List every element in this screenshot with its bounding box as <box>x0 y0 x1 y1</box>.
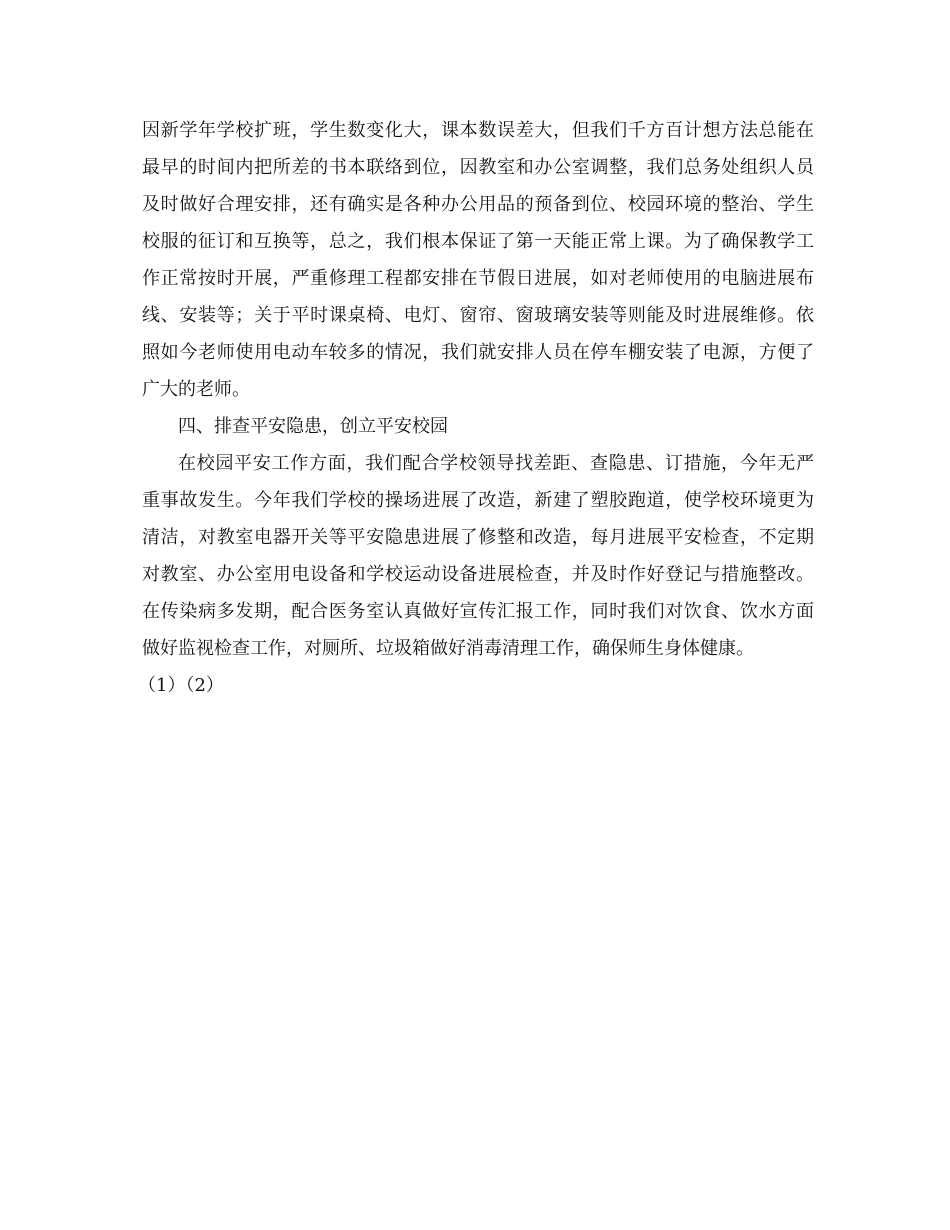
text-line: 校服的征订和互换等，总之，我们根本保证了第一天能正常上课。为了确保教学工 <box>142 231 814 252</box>
text-line: 做好监视检查工作，对厕所、垃圾箱做好消毒清理工作，确保师生身体健康。 <box>142 638 754 659</box>
text-line: 及时做好合理安排，还有确实是各种办公用品的预备到位、校园环境的整治、学生 <box>142 194 814 215</box>
text-line: 作正常按时开展，严重修理工程都安排在节假日进展，如对老师使用的电脑进展布 <box>142 268 814 289</box>
text-line: 重事故发生。今年我们学校的操场进展了改造，新建了塑胶跑道，使学校环境更为 <box>142 490 814 511</box>
paragraph-logistics <box>142 112 814 408</box>
text-line: 线、安装等；关于平时课桌椅、电灯、窗帘、窗玻璃安装等则能及时进展维修。依 <box>142 305 814 326</box>
text-line: 因新学年学校扩班，学生数变化大，课本数误差大，但我们千方百计想方法总能在 <box>142 120 814 141</box>
text-line: 在校园平安工作方面，我们配合学校领导找差距、查隐患、订措施，今年无严 <box>178 453 814 474</box>
document-body <box>138 112 814 704</box>
text-line: 广大的老师。 <box>142 379 250 400</box>
reference-markers: （1）（2） <box>138 675 224 696</box>
text-line: 在传染病多发期，配合医务室认真做好宣传汇报工作，同时我们对饮食、饮水方面 <box>142 601 814 622</box>
paragraph-safety <box>142 445 814 667</box>
text-line: 最早的时间内把所差的书本联络到位，因教室和办公室调整，我们总务处组织人员 <box>142 157 814 178</box>
text-line: 照如今老师使用电动车较多的情况，我们就安排人员在停车棚安装了电源，方便了 <box>142 342 814 363</box>
section-heading: 四、排查平安隐患，创立平安校园 <box>178 416 448 437</box>
text-line: 对教室、办公室用电设备和学校运动设备进展检查，并及时作好登记与措施整改。 <box>142 564 814 585</box>
text-line: 清洁，对教室电器开关等平安隐患进展了修整和改造，每月进展平安检查，不定期 <box>142 527 814 548</box>
